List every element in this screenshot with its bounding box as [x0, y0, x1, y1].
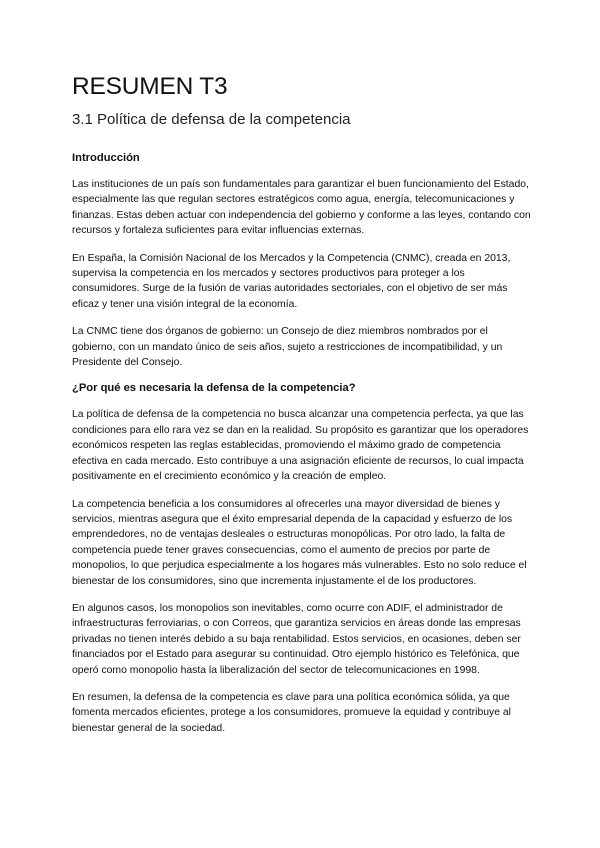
paragraph: La CNMC tiene dos órganos de gobierno: un Consejo de diez miembros nombrados por el gobierno, con un mandato único de seis años, sujeto a restricciones de incompatibilidad, y un Presidente del Consejo.: [72, 326, 503, 369]
document-page: [72, 70, 532, 736]
section-heading-por-que: ¿Por qué es necesaria la defensa de la competencia?: [72, 382, 356, 395]
document-subtitle: 3.1 Política de defensa de la competencia: [72, 111, 351, 128]
paragraph: La competencia beneficia a los consumidores al ofrecerles una mayor diversidad de bienes y servicios, mientras asegura que el éxito empresarial dependa de la capacidad y esfuerzo de los emprendedores, no de ventajas desleales o estructuras monopólicas. Por otro lado, la falta de competencia puede tener graves consecuencias, como el aumento de precios por parte de monopolios, lo que perjudica especialmente a los hogares más vulnerables. Esto no solo reduce el bienestar de los consumidores, sino que incrementa injustamente el de los productores.: [72, 498, 527, 587]
paragraph: En España, la Comisión Nacional de los Mercados y la Competencia (CNMC), creada en 2013, supervisa la competencia en los mercados y sectores productivos para proteger a los consumidores. Surge de la fusión de varias autoridades sectoriales, con el objetivo de ser más eficaz y tener una visión integral de la economía.: [72, 252, 511, 310]
document-title: RESUMEN T3: [72, 73, 228, 100]
paragraph: En algunos casos, los monopolios son inevitables, como ocurre con ADIF, el administrador de infraestructuras ferroviarias, o con Correos, que garantiza servicios en áreas donde las empresas privadas no tienen interés debido a su baja rentabilidad. Estos servicios, en ocasiones, deben ser financiados por el Estado para asegurar su continuidad. Otro ejemplo histórico es Telefónica, que operó como monopolio hasta la liberalización del sector de telecomunicaciones en 1998.: [72, 602, 521, 676]
paragraph: En resumen, la defensa de la competencia es clave para una política económica sólida, ya que fomenta mercados eficientes, protege a los consumidores, promueve la equidad y contribuye al bienestar general de la sociedad.: [72, 691, 511, 734]
paragraph: La política de defensa de la competencia no busca alcanzar una competencia perfecta, ya que las condiciones para ello rara vez se dan en la realidad. Su propósito es garantizar que los operadores económicos respeten las reglas establecidas, promoviendo el máximo grado de competencia efectiva en cada mercado. Esto contribuye a una asignación eficiente de recursos, lo cual impacta positivamente en el crecimiento económico y la creación de empleo.: [72, 409, 529, 483]
section-heading-introduccion: Introducción: [72, 152, 140, 164]
paragraph: Las instituciones de un país son fundamentales para garantizar el buen funcionamiento del Estado, especialmente las que regulan sectores estratégicos como agua, energía, telecomunicaciones y finanzas. Estas deben actuar con independencia del gobierno y conforme a las leyes, contando con recursos y fortaleza suficientes para evitar influencias externas.: [72, 179, 531, 237]
